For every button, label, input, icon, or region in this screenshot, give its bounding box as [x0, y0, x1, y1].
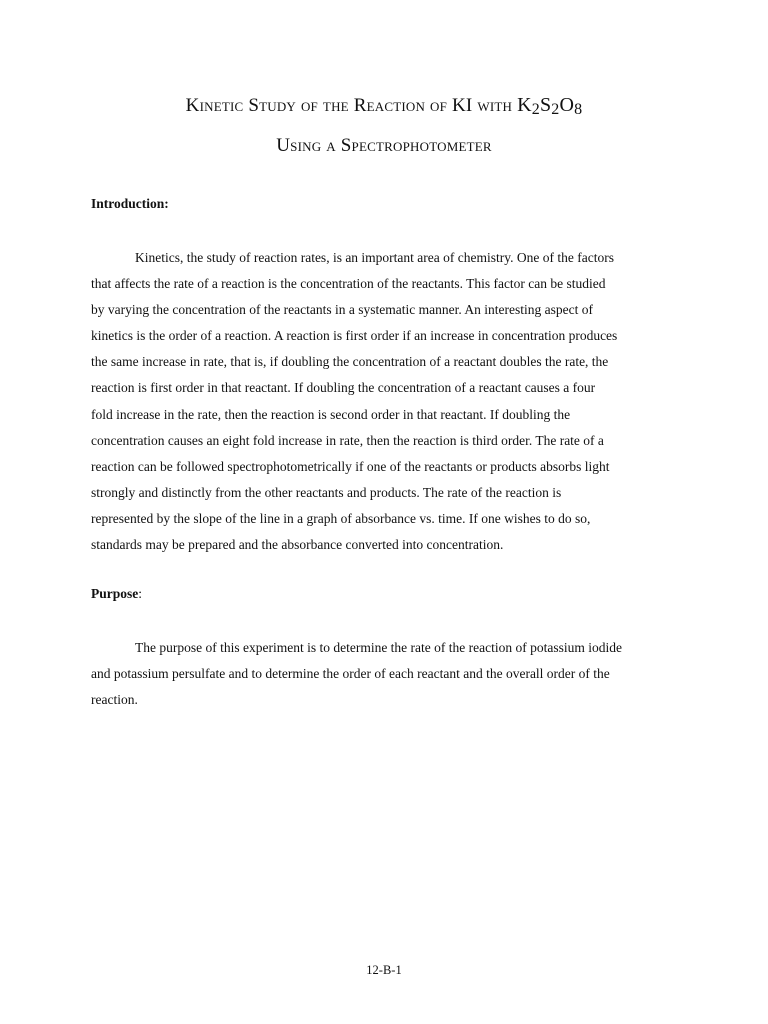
purpose-heading-label: Purpose [91, 586, 139, 601]
paragraph-line: represented by the slope of the line in a graph of absorbance vs. time. If one wishes to do so, [91, 510, 591, 526]
paragraph-line: the same increase in rate, that is, if doubling the concentration of a reactant doubles the rate, the [91, 354, 609, 370]
paragraph-line: and potassium persulfate and to determine the order of each reactant and the overall order of the [91, 666, 610, 682]
introduction-paragraph [91, 245, 691, 558]
paragraph-line: kinetics is the order of a reaction. A reaction is first order if an increase in concentration produces [91, 328, 618, 344]
paragraph-line: standards may be prepared and the absorbance converted into concentration. [91, 537, 504, 553]
purpose-paragraph [91, 635, 691, 713]
purpose-heading-trail: : [138, 586, 143, 601]
title-text: Kinetic Study of the Reaction of KI with [185, 95, 518, 116]
introduction-heading-label: Introduction: [91, 196, 169, 211]
paragraph-line: strongly and distinctly from the other reactants and products. The rate of the reaction is [91, 484, 562, 500]
formula-element: S [539, 94, 552, 116]
paragraph-line: concentration causes an eight fold increase in rate, then the reaction is third order. The rate of a [91, 432, 604, 448]
chemical-formula [517, 94, 582, 116]
formula-subscript: 2 [551, 101, 560, 118]
paragraph-line: reaction. [91, 692, 138, 708]
paragraph-line: The purpose of this experiment is to determine the rate of the reaction of potassium iodide [135, 640, 622, 655]
formula-subscript: 2 [531, 101, 540, 118]
document-subtitle: Using a Spectrophotometer [276, 135, 492, 156]
paragraph-line: that affects the rate of a reaction is the concentration of the reactants. This factor can be studied [91, 276, 606, 292]
purpose-heading [91, 586, 142, 602]
page-number: 12-B-1 [366, 963, 402, 977]
paragraph-line: Kinetics, the study of reaction rates, is an important area of chemistry. One of the factors [135, 250, 614, 265]
formula-subscript: 8 [574, 101, 583, 118]
formula-element: O [559, 94, 575, 116]
paragraph-line: fold increase in the rate, then the reaction is second order in that reactant. If doubling the [91, 406, 571, 422]
formula-element: K [517, 94, 532, 116]
introduction-heading [91, 196, 169, 212]
paragraph-line: reaction can be followed spectrophotometrically if one of the reactants or products absorbs light [91, 458, 610, 474]
document-title [0, 94, 768, 117]
paragraph-line: reaction is first order in that reactant. If doubling the concentration of a reactant causes a four [91, 380, 596, 396]
paragraph-line: by varying the concentration of the reactants in a systematic manner. An interesting aspect of [91, 302, 593, 318]
